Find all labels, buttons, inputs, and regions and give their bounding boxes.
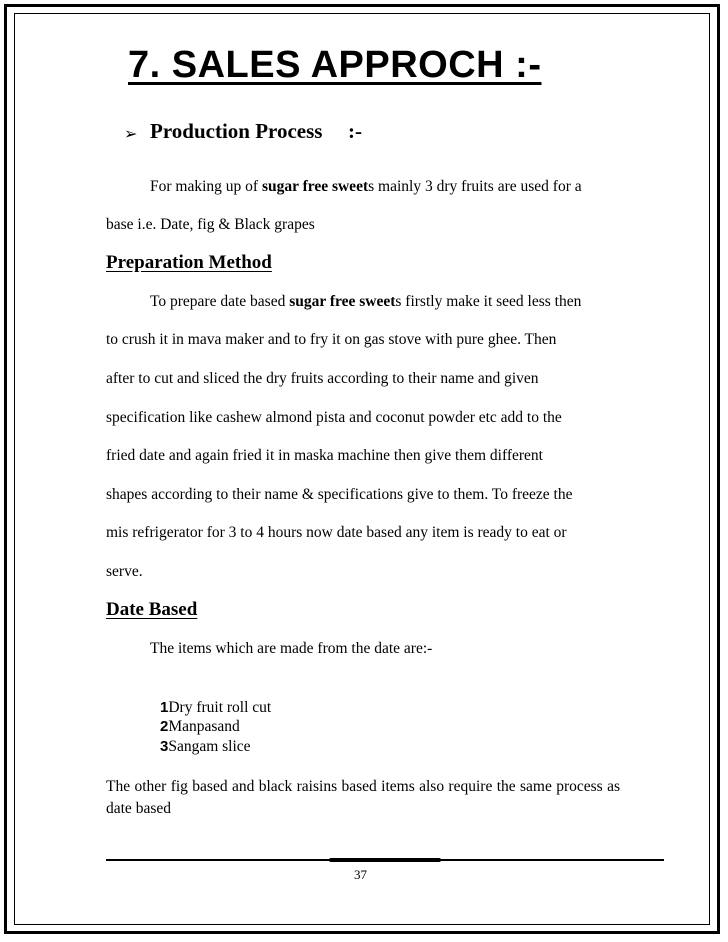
preparation-line: to crush it in mava maker and to fry it on gas stove with pure ghee. Then [106,331,557,348]
list-item-text: Manpasand [168,718,240,735]
subheading-suffix: :- [348,119,362,143]
footer-divider [106,858,664,864]
page-title: 7. SALES APPROCH :- [128,44,542,86]
arrow-bullet-icon: ➢ [124,124,138,143]
date-based-intro: The items which are made from the date are:- [150,640,433,657]
preparation-line: specification like cashew almond pista and coconut powder etc add to the [106,409,562,426]
preparation-line: mis refrigerator for 3 to 4 hours now date based any item is ready to eat or [106,524,567,541]
intro-line-2: base i.e. Date, fig & Black grapes [106,216,315,233]
list-item [160,699,271,717]
preparation-line: after to cut and sliced the dry fruits according to their name and given [106,370,539,387]
preparation-line: fried date and again fried it in maska machine then give them different [106,447,543,464]
list-item-number: 3 [160,738,169,755]
preparation-line-1: To prepare date based sugar free sweets firstly make it seed less then [150,293,582,310]
date-based-heading: Date Based [106,599,198,620]
list-item-text: Dry fruit roll cut [168,699,272,716]
preparation-line: serve. [106,563,143,580]
closing-paragraph: The other fig based and black raisins based items also require the same process as date based [106,778,620,817]
list-item [160,738,251,756]
list-item-text: Sangam slice [168,738,251,755]
intro-line-1: For making up of sugar free sweets mainly 3 dry fruits are used for a [150,178,582,195]
preparation-line: shapes according to their name & specifications give to them. To freeze the [106,486,573,503]
list-item-number: 1 [160,699,169,716]
page-number: 37 [354,867,367,882]
preparation-heading: Preparation Method [106,252,272,273]
subheading-label: Production Process [150,119,323,143]
list-item-number: 2 [160,718,169,735]
list-item [160,718,240,736]
